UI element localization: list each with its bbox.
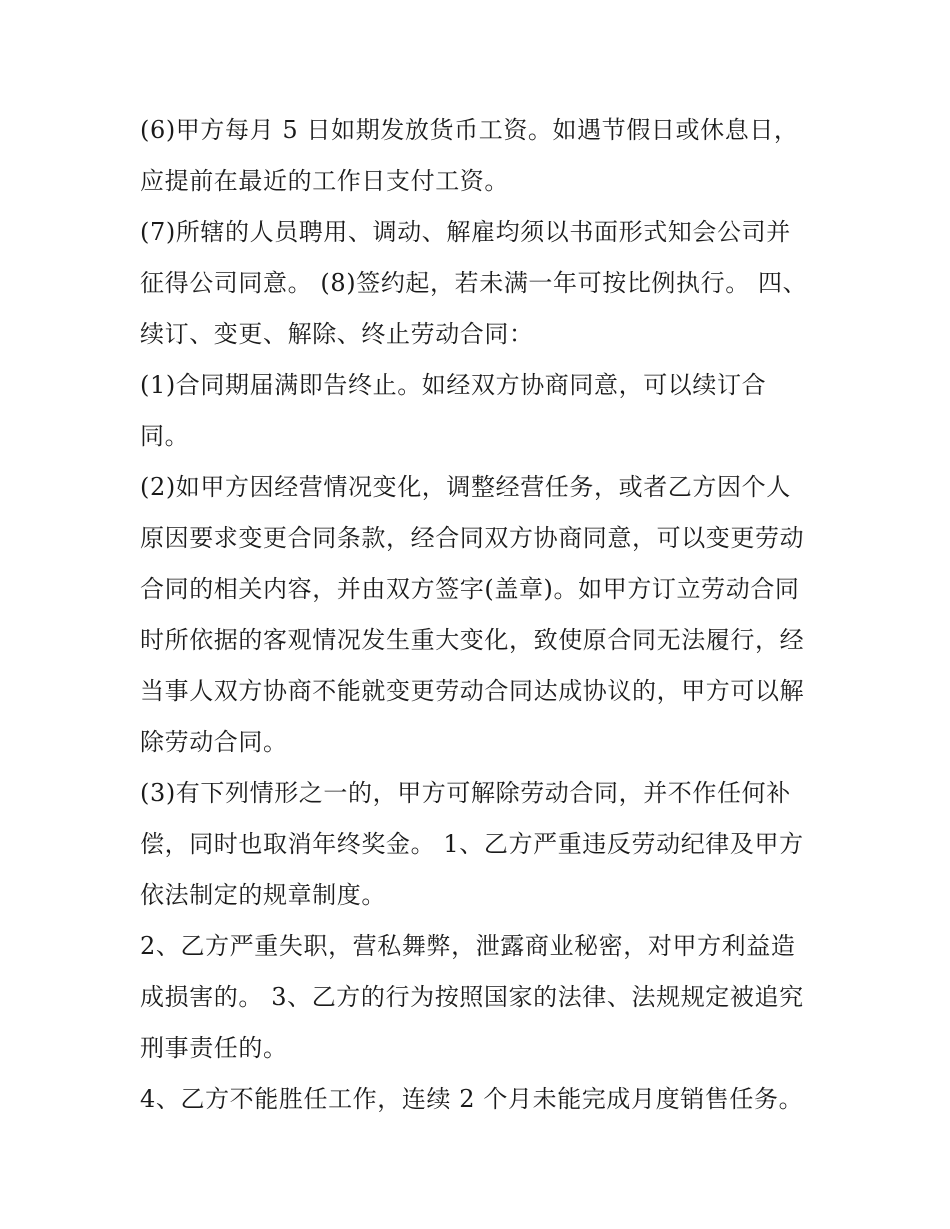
text-line: 同。	[140, 422, 190, 450]
text-line: 时所依据的客观情况发生重大变化，致使原合同无法履行，经	[140, 626, 805, 654]
text-line: 原因要求变更合同条款，经合同双方协商同意，可以变更劳动	[140, 524, 805, 552]
text-line: 4、乙方不能胜任工作，连续 2 个月未能完成月度销售任务。	[140, 1085, 804, 1113]
text-line: 除劳动合同。	[140, 728, 288, 756]
text-line: 当事人双方协商不能就变更劳动合同达成协议的，甲方可以解	[140, 677, 805, 705]
text-line: (2)如甲方因经营情况变化，调整经营任务，或者乙方因个人	[140, 473, 791, 501]
text-line: (3)有下列情形之一的，甲方可解除劳动合同，并不作任何补	[140, 779, 791, 807]
text-line: 依法制定的规章制度。	[140, 881, 386, 909]
text-line: 成损害的。 3、乙方的行为按照国家的法律、法规规定被追究	[140, 983, 804, 1011]
text-line: 2、乙方严重失职，营私舞弊，泄露商业秘密，对甲方利益造	[140, 932, 796, 960]
text-line: 刑事责任的。	[140, 1034, 288, 1062]
text-line: 偿，同时也取消年终奖金。 1、乙方严重违反劳动纪律及甲方	[140, 830, 804, 858]
text-line: 征得公司同意。 (8)签约起，若未满一年可按比例执行。 四、	[140, 269, 808, 297]
text-line: 续订、变更、解除、终止劳动合同：	[140, 320, 534, 348]
text-line: (7)所辖的人员聘用、调动、解雇均须以书面形式知会公司并	[140, 218, 791, 246]
text-line: 合同的相关内容，并由双方签字(盖章)。如甲方订立劳动合同	[140, 575, 800, 603]
text-line: (1)合同期届满即告终止。如经双方协商同意，可以续订合	[140, 371, 767, 399]
text-line: 应提前在最近的工作日支付工资。	[140, 167, 509, 195]
text-line: (6)甲方每月 5 日如期发放货币工资。如遇节假日或休息日，	[140, 116, 799, 144]
